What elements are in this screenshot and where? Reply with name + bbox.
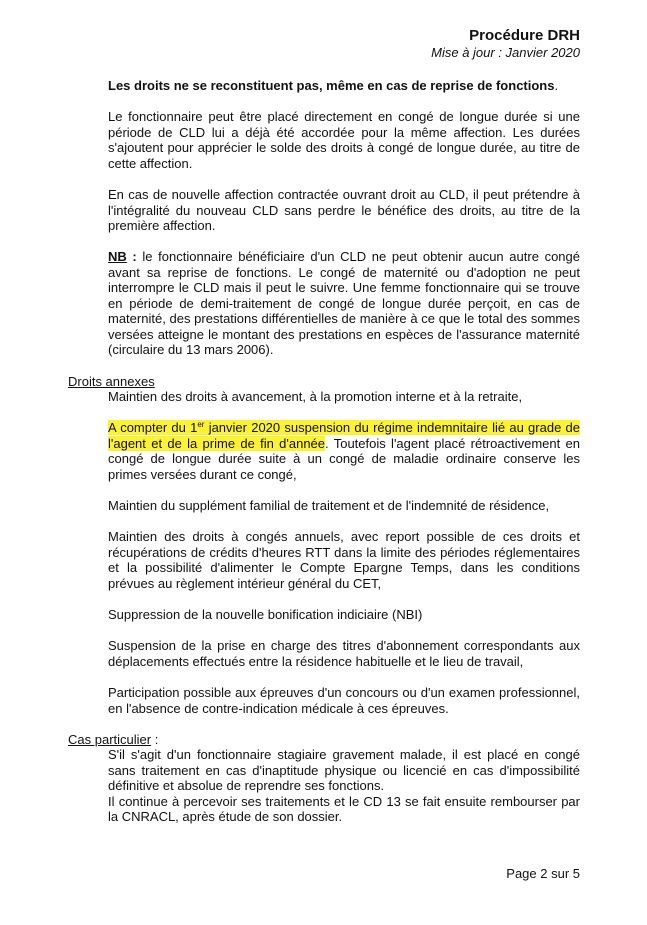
item-rest-text: . Toutefois l'agent placé rétroactivement en congé de longue durée suite à un congé de maladie ordinaire conserve les primes versées durant ce congé, xyxy=(108,435,580,482)
page-number: Page 2 sur 5 xyxy=(506,866,580,881)
list-item: Suspension de la prise en charge des titres d'abonnement correspondants aux déplacements effectués entre la résidence habituelle et le lieu de travail, xyxy=(108,638,580,669)
list-item-regime-indemnitaire xyxy=(108,420,580,482)
cas-particulier-text-1: S'il s'agit d'un fonctionnaire stagiaire gravement malade, il est placé en congé sans traitement en cas d'inaptitude physique ou licencié en cas d'impossibilité définitive et absolue de reprendre ses fonctions. xyxy=(108,747,580,793)
document-title: Procédure DRH xyxy=(469,27,580,44)
bold-statement xyxy=(108,78,580,94)
nb-text: le fonctionnaire bénéficiaire d'un CLD ne peut obtenir aucun autre congé avant sa reprise de fonctions. Le congé de maternité ou d'adoption ne peut interrompre le CLD mais il peut le suivre. Une femme fonctionnaire qui se trouve en période de demi-traitement de congé de longue durée perçoit, en cas de maternité, des prestations différentielles de manière à ce que le total des sommes versées atteigne le montant des prestations en espèces de l'assurance maternité (circulaire du 13 mars 2006). xyxy=(108,249,580,357)
section-label-cas-particulier xyxy=(68,732,158,748)
nb-label: NB xyxy=(108,249,127,264)
cas-particulier-colon: : xyxy=(151,732,159,747)
highlight-part-a: A compter du 1 xyxy=(108,420,198,435)
list-item: Maintien des droits à congés annuels, avec report possible de ces droits et récupérations de crédits d'heures RTT dans la limite des périodes réglementaires et la possibilité d'alimenter le Compte Epargne Temps, dans les conditions prévues au règlement intérieur général du CET, xyxy=(108,529,580,591)
paragraph-cld-repeat: Le fonctionnaire peut être placé directement en congé de longue durée si une période de CLD lui a déjà été accordée pour la même affection. Les durées s'ajoutent pour apprécier le solde des droits à congé de longue durée, au titre de cette affection. xyxy=(108,109,580,171)
list-item: Suppression de la nouvelle bonification indiciaire (NBI) xyxy=(108,607,423,622)
cas-particulier-label: Cas particulier xyxy=(68,732,152,747)
list-item: Maintien des droits à avancement, à la promotion interne et à la retraite, xyxy=(108,389,523,404)
bold-statement-text: Les droits ne se reconstituent pas, même en cas de reprise de fonctions xyxy=(108,78,555,93)
cas-particulier-text-2: Il continue à percevoir ses traitements et le CD 13 se fait ensuite rembourser par la CNRACL, après étude de son dossier. xyxy=(108,793,580,824)
bold-statement-end: . xyxy=(554,78,559,93)
update-date: Mise à jour : Janvier 2020 xyxy=(431,45,580,60)
highlight-part-b: janvier 2020 suspension du régime indemnitaire lié au grade de l'agent et de la prime de fin d'année xyxy=(108,420,580,451)
list-item: Maintien du supplément familial de traitement et de l'indemnité de résidence, xyxy=(108,498,550,513)
nb-colon: : xyxy=(126,249,137,264)
list-item: Participation possible aux épreuves d'un concours ou d'un examen professionnel, en l'absence de contre-indication médicale à ces épreuves. xyxy=(108,685,580,716)
section-label-droits-annexes: Droits annexes xyxy=(68,374,155,389)
nb-paragraph xyxy=(108,249,580,358)
ordinal-superscript: er xyxy=(197,420,205,429)
paragraph-new-affection: En cas de nouvelle affection contractée ouvrant droit au CLD, il peut prétendre à l'intégralité du nouveau CLD sans perdre le bénéfice des droits, au titre de la première affection. xyxy=(108,187,580,233)
cas-particulier-paragraph xyxy=(108,747,580,825)
